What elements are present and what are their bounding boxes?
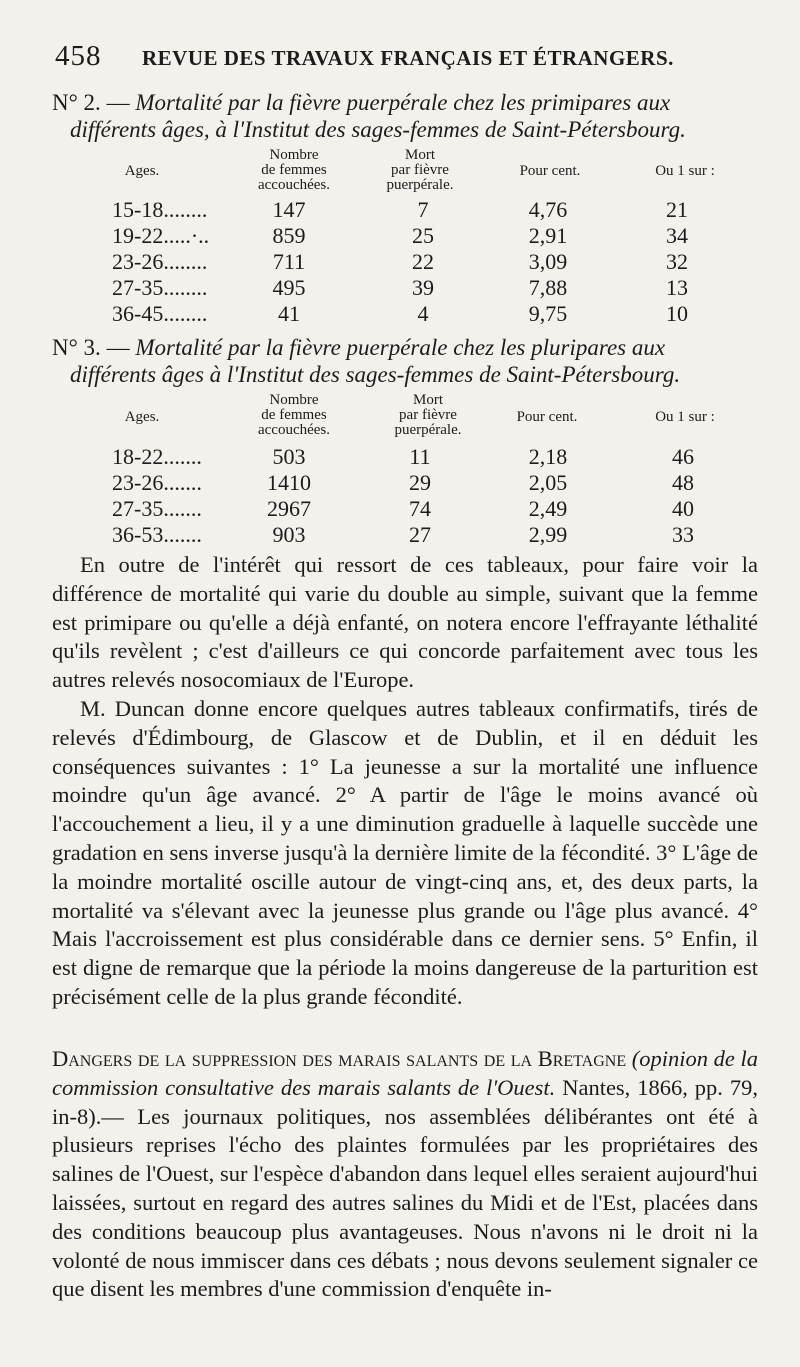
cell-mort: 74 bbox=[409, 496, 431, 521]
table-row bbox=[0, 444, 800, 472]
cell-ou: 33 bbox=[672, 522, 694, 547]
cell-age: 15-18........ bbox=[112, 197, 208, 222]
cell-mort: 25 bbox=[412, 223, 434, 248]
cell-pour-cent: 2,18 bbox=[528, 444, 568, 469]
cell-ou: 34 bbox=[666, 223, 688, 248]
cell-mort: 7 bbox=[417, 197, 429, 222]
cell-ou: 10 bbox=[666, 301, 688, 326]
table2-header-mort bbox=[370, 148, 470, 193]
table3-title bbox=[52, 334, 760, 388]
cell-mort: 22 bbox=[412, 249, 434, 274]
table2-header-nombre bbox=[244, 148, 344, 193]
cell-age: 27-35........ bbox=[112, 275, 208, 300]
cell-age: 19-22.....·.. bbox=[112, 223, 210, 248]
cell-nombre: 503 bbox=[272, 444, 306, 469]
cell-nombre: 147 bbox=[272, 197, 306, 222]
page-number: 458 bbox=[55, 40, 102, 72]
cell-age: 36-53....... bbox=[112, 522, 202, 547]
table-row bbox=[0, 275, 800, 303]
article-heading: Dangers de la suppression des marais salants de la Bretagne bbox=[52, 1046, 627, 1071]
table3-header-nombre-l2: de femmes bbox=[261, 407, 327, 423]
table3-header-ou: Ou 1 sur : bbox=[655, 409, 715, 425]
table-row bbox=[0, 223, 800, 251]
table3-dash: — bbox=[106, 335, 130, 360]
table3-header-nombre bbox=[244, 393, 344, 438]
cell-nombre: 903 bbox=[272, 522, 306, 547]
cell-age: 27-35....... bbox=[112, 496, 202, 521]
table2-number: N° 2. bbox=[52, 90, 101, 115]
table2-dash: — bbox=[106, 90, 130, 115]
table2-header-pourcent: Pour cent. bbox=[519, 163, 581, 179]
table3-header-mort-l3: puerpérale. bbox=[394, 422, 462, 438]
cell-mort: 27 bbox=[409, 522, 431, 547]
table2-header-nombre-l1: Nombre bbox=[269, 147, 319, 163]
cell-pour-cent: 2,49 bbox=[528, 496, 568, 521]
running-title: REVUE DES TRAVAUX FRANÇAIS ET ÉTRANGERS. bbox=[142, 46, 674, 70]
table-row bbox=[0, 249, 800, 277]
cell-mort: 11 bbox=[409, 444, 431, 469]
cell-age: 36-45........ bbox=[112, 301, 208, 326]
table-row bbox=[0, 522, 800, 550]
cell-nombre: 495 bbox=[272, 275, 306, 300]
cell-nombre: 1410 bbox=[267, 470, 311, 495]
article-paragraph bbox=[52, 1045, 758, 1304]
cell-pour-cent: 3,09 bbox=[528, 249, 568, 274]
cell-nombre: 859 bbox=[272, 223, 306, 248]
table2-header-mort-l3: puerpérale. bbox=[386, 177, 454, 193]
table2-header-ages: Ages. bbox=[124, 163, 160, 179]
table3-header-nombre-l3: accouchées. bbox=[257, 422, 331, 438]
table3-title-line2: différents âges à l'Institut des sages-femmes de Saint-Pétersbourg. bbox=[70, 362, 681, 387]
article-citation: Nantes, 1866, pp. 79, in-8).— bbox=[52, 1074, 758, 1129]
article-heading-italic: (opinion de la commission consultative des marais salants de l'Ouest. bbox=[52, 1046, 758, 1100]
article bbox=[52, 1045, 758, 1304]
table2-header-nombre-l2: de femmes bbox=[261, 162, 327, 178]
table-row bbox=[0, 301, 800, 329]
cell-ou: 32 bbox=[666, 249, 688, 274]
cell-mort: 4 bbox=[417, 301, 429, 326]
cell-age: 18-22....... bbox=[112, 444, 202, 469]
cell-mort: 39 bbox=[412, 275, 434, 300]
cell-ou: 46 bbox=[672, 444, 694, 469]
cell-nombre: 2967 bbox=[267, 496, 311, 521]
table2-title-line1: Mortalité par la fièvre puerpérale chez les primipares aux bbox=[135, 90, 671, 115]
cell-pour-cent: 7,88 bbox=[528, 275, 568, 300]
table3-title-line1: Mortalité par la fièvre puerpérale chez les pluripares aux bbox=[135, 335, 666, 360]
table2-header-mort-l2: par fièvre bbox=[391, 162, 449, 178]
table-row bbox=[0, 496, 800, 524]
cell-ou: 48 bbox=[672, 470, 694, 495]
cell-ou: 40 bbox=[672, 496, 694, 521]
cell-age: 23-26....... bbox=[112, 470, 202, 495]
table3-number: N° 3. bbox=[52, 335, 101, 360]
cell-pour-cent: 2,99 bbox=[528, 522, 568, 547]
table3-header-mort-l1: Mort bbox=[413, 392, 443, 408]
table3-header-pourcent: Pour cent. bbox=[516, 409, 578, 425]
cell-nombre: 711 bbox=[272, 249, 306, 274]
cell-pour-cent: 4,76 bbox=[528, 197, 568, 222]
cell-pour-cent: 2,05 bbox=[528, 470, 568, 495]
table3-header-mort bbox=[378, 393, 478, 438]
table2-title bbox=[52, 89, 760, 143]
article-body: Les journaux politiques, nos assemblées délibérantes ont été à plusieurs reprises l'écho des plaintes formulées par les propriétaires des salines de l'Ouest, sur l'espèce d'abandon dans lequel elles seraient aujourd'hui laissées, surtout en regard des autres salines du Midi et de l'Est, placées dans des conditions beaucoup plus avantageuses. Nous n'avons ni le droit ni la volonté de nous immiscer dans ces débats ; nous devons seulement signaler ce que disent les membres d'une commission d'enquête in- bbox=[52, 1103, 758, 1302]
cell-ou: 13 bbox=[666, 275, 688, 300]
cell-pour-cent: 2,91 bbox=[528, 223, 568, 248]
running-head bbox=[0, 40, 800, 80]
table2-header-mort-l1: Mort bbox=[405, 147, 435, 163]
cell-pour-cent: 9,75 bbox=[528, 301, 568, 326]
cell-mort: 29 bbox=[409, 470, 431, 495]
table3-header-ages: Ages. bbox=[124, 409, 160, 425]
paragraph-1: En outre de l'intérêt qui ressort de ces tableaux, pour faire voir la différence de mortalité qui varie du double au simple, suivant que la femme est primipare ou qu'elle a déjà enfanté, on notera encore l'effrayante léthalité qu'ils revèlent ; c'est d'ailleurs ce qui concorde parfaitement avec tous les autres relevés nosocomiaux de l'Europe. bbox=[52, 552, 758, 693]
table2-header-nombre-l3: accouchées. bbox=[257, 177, 331, 193]
paragraph-2: M. Duncan donne encore quelques autres tableaux confirmatifs, tirés de relevés d'Édimbourg, de Glascow et de Dublin, et il en déduit les conséquences suivantes : 1° La jeunesse a sur la mortalité une influence moindre qu'un âge avancé. 2° A partir de l'âge le moins avancé où l'accouchement a lieu, il y a une diminution graduelle à laquelle succède une gradation en sens inverse jusqu'à la dernière limite de la fécondité. 3° L'âge de la moindre mortalité oscille autour de vingt-cinq ans, et, des deux parts, la mortalité va s'élevant avec la jeunesse plus grande ou l'âge plus avancé. 4° Mais l'accroissement est plus considérable dans ce dernier sens. 5° Enfin, il est digne de remarque que la période la moins dangereuse de la parturition est précisément celle de la plus grande fécondité. bbox=[52, 695, 758, 1009]
table3-header-mort-l2: par fièvre bbox=[399, 407, 457, 423]
table2-title-line2: différents âges, à l'Institut des sages-femmes de Saint-Pétersbourg. bbox=[70, 117, 686, 142]
table-row bbox=[0, 197, 800, 225]
table3-header-nombre-l1: Nombre bbox=[269, 392, 319, 408]
cell-nombre: 41 bbox=[278, 301, 300, 326]
table2-header-ou: Ou 1 sur : bbox=[655, 163, 715, 179]
cell-age: 23-26........ bbox=[112, 249, 208, 274]
cell-ou: 21 bbox=[666, 197, 688, 222]
body-text bbox=[52, 551, 758, 1012]
table-row bbox=[0, 470, 800, 498]
